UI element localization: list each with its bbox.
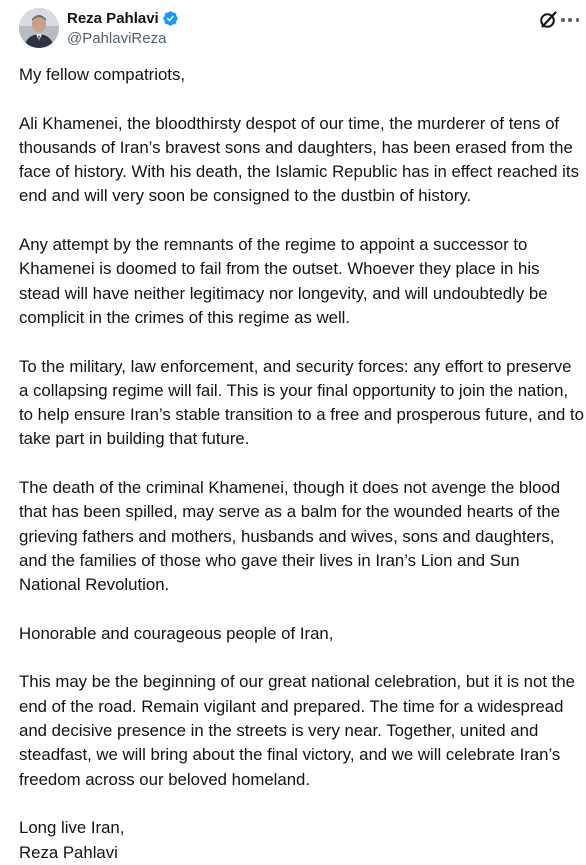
tweet-paragraph-3: To the military, law enforcement, and security forces: any effort to preserve a collapsing regime will fail. This is your final opportunity to join the nation, to help ensure Iran’s stable transition to a free and prosperous future, and to take part in building that future.: [19, 356, 585, 449]
tweet-paragraph-1: Ali Khamenei, the bloodthirsty despot of our time, the murderer of tens of thousands of Iran’s bravest sons and daughters, has been erased from the face of history. With his death, the Islamic Republic has in effect reached its end and will very soon be consigned to the dustbin of history.: [19, 113, 579, 206]
tweet-paragraph-2: Any attempt by the remnants of the regime to appoint a successor to Khamenei is doomed to fail from the outset. Whoever they place in his stead will have neither legitimacy nor longevity, and will undoubtedly be complicit in the crimes of this regime as well.: [19, 235, 548, 327]
more-dot: [561, 18, 565, 22]
tweet-paragraph-5: Honorable and courageous people of Iran,: [19, 623, 334, 643]
tweet-header: [19, 8, 579, 52]
avatar[interactable]: [19, 8, 59, 48]
verified-badge-icon[interactable]: [162, 10, 179, 27]
avatar-image: [19, 8, 59, 48]
more-dot: [576, 18, 580, 22]
more-options-icon[interactable]: [561, 10, 579, 30]
author-names: [67, 9, 179, 47]
tweet-paragraph-4: The death of the criminal Khamenei, though it does not avenge the blood that has been spilled, may serve as a balm for the wounded hearts of the grieving fathers and mothers, husbands and wives, sons and daughters, and the families of those who gave their lives in Iran’s Lion and Sun National Revolution.: [19, 478, 561, 595]
author-handle[interactable]: @PahlaviReza: [67, 30, 167, 47]
tweet-text: [19, 63, 585, 865]
tweet-paragraph-6: This may be the beginning of our great national celebration, but it is not the end of the road. Remain vigilant and prepared. The time for a widespread and decisive presence in the streets is very near. Together, united and steadfast, we will bring about the final victory, and we will celebrate Iran’s freedom across our beloved homeland.: [19, 672, 575, 789]
tweet-closing-line-1: Long live Iran,: [19, 818, 125, 838]
tweet-greeting: My fellow compatriots,: [19, 65, 185, 84]
grok-icon[interactable]: [538, 10, 558, 30]
tweet-signature: Reza Pahlavi: [19, 842, 118, 862]
display-name[interactable]: Reza Pahlavi: [67, 10, 159, 27]
more-dot: [568, 18, 572, 22]
display-name-row: [67, 9, 179, 28]
